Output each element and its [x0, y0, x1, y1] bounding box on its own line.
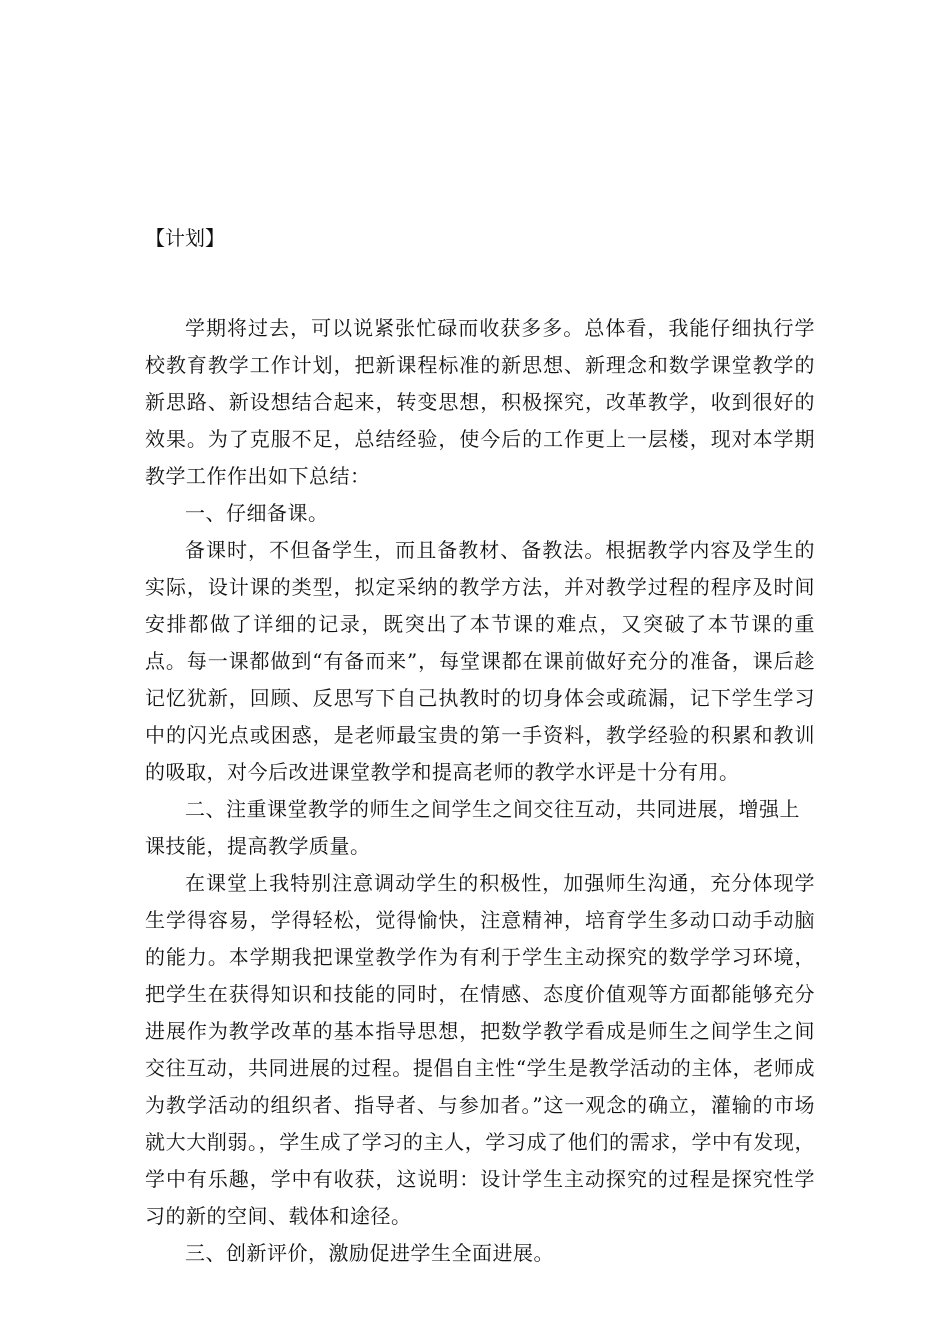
section-heading-2: 二、注重课堂教学的师生之间学生之间交往互动，共同进展，增强上课技能，提高教学质量。	[145, 797, 800, 858]
plan-tag-heading: 【计划】	[145, 226, 225, 250]
section-1-paragraph: 备课时，不但备学生，而且备教材、备教法。根据教学内容及学生的实际，设计课的类型，拟定采纳的教学方法，并对教学过程的程序及时间安排都做了详细的记录，既突出了本节课的难点，又突破了本节课的重点。每一课都做到“有备而来”，每堂课都在课前做好充分的准备，课后趁记忆犹新，回顾、反思写下自己执教时的切身体会或疏漏，记下学生学习中的闪光点或困惑，是老师最宝贵的第一手资料，教学经验的积累和教训的吸取，对今后改进课堂教学和提高老师的教学水评是十分有用。	[145, 538, 815, 784]
document-body	[145, 220, 815, 1272]
section-heading-1: 一、仔细备课。	[185, 501, 329, 525]
intro-paragraph: 学期将过去，可以说紧张忙碌而收获多多。总体看，我能仔细执行学校教育教学工作计划，把新课程标准的新思想、新理念和数学课堂教学的新思路、新设想结合起来，转变思想，积极探究，改革教学，收到很好的效果。为了克服不足，总结经验，使今后的工作更上一层楼，现对本学期教学工作作出如下总结：	[145, 316, 815, 488]
spacer	[145, 257, 815, 310]
section-2-paragraph: 在课堂上我特别注意调动学生的积极性，加强师生沟通，充分体现学生学得容易，学得轻松，觉得愉快，注意精神，培育学生多动口动手动脑的能力。本学期我把课堂教学作为有利于学生主动探究的数学学习环境，把学生在获得知识和技能的同时，在情感、态度价值观等方面都能够充分进展作为教学改革的基本指导思想，把数学教学看成是师生之间学生之间交往互动，共同进展的过程。提倡自主性“学生是教学活动的主体，老师成为教学活动的组织者、指导者、与参加者。”这一观念的确立，灌输的市场就大大削弱。，学生成了学习的主人，学习成了他们的需求，学中有发现，学中有乐趣，学中有收获，这说明：设计学生主动探究的过程是探究性学习的新的空间、载体和途径。	[145, 871, 815, 1228]
section-heading-3: 三、创新评价，激励促进学生全面进展。	[185, 1241, 554, 1265]
